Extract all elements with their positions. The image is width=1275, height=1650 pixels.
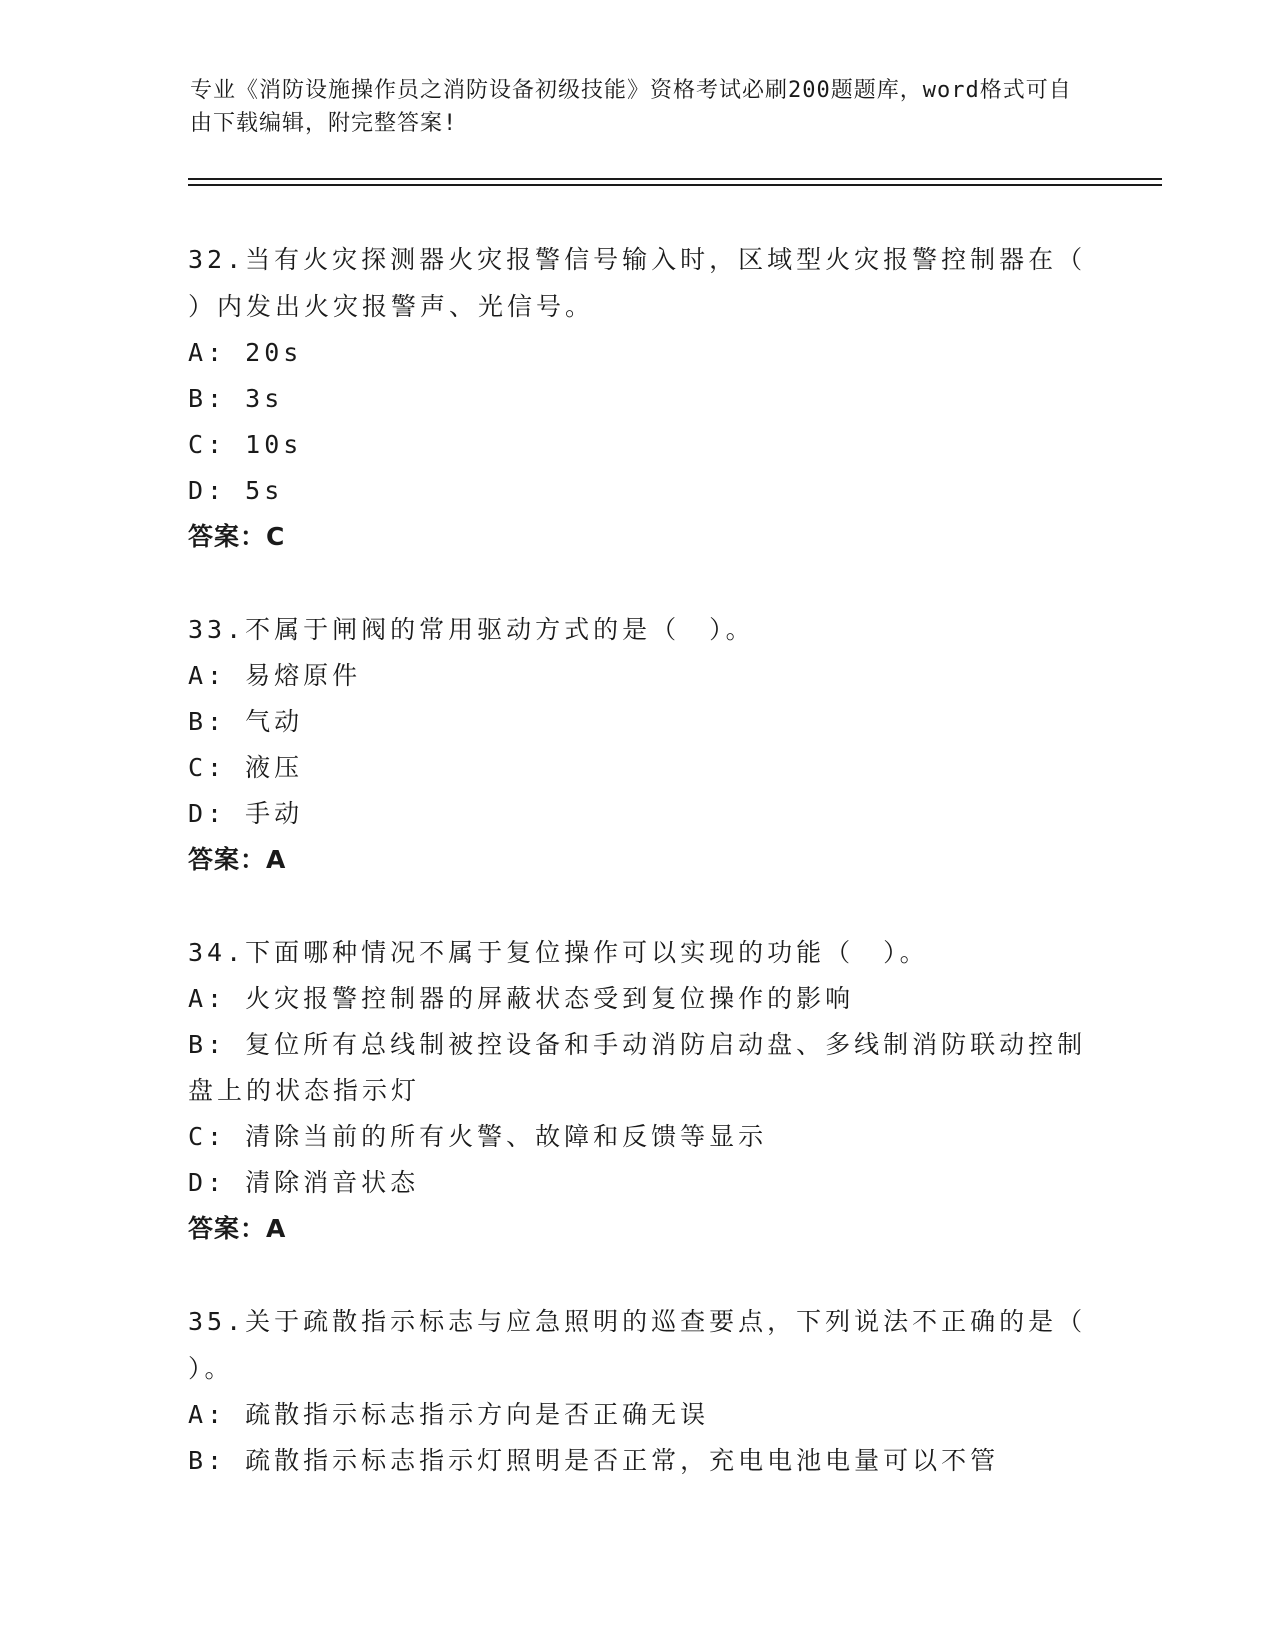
document-header: 专业《消防设施操作员之消防设备初级技能》资格考试必刷200题题库，word格式可自由下载编辑，附完整答案! <box>190 78 1072 136</box>
option-a: A: 火灾报警控制器的屏蔽状态受到复位操作的影响 <box>188 984 855 1013</box>
answer-line: 答案：A <box>188 845 287 874</box>
option-c: C: 液压 <box>188 753 304 782</box>
option-d: D: 清除消音状态 <box>188 1168 420 1197</box>
question-stem: 32.当有火灾探测器火灾报警信号输入时，区域型火灾报警控制器在（ ）内发出火灾报警声、光信号。 <box>188 245 1087 321</box>
answer-line: 答案：C <box>188 522 286 551</box>
question-stem: 34.下面哪种情况不属于复位操作可以实现的功能（ ）。 <box>188 938 929 967</box>
answer-line: 答案：A <box>188 1214 287 1243</box>
question-list <box>188 236 1088 1530</box>
option-b: B: 3s <box>188 384 284 413</box>
option-b: B: 气动 <box>188 707 304 736</box>
option-b: B: 疏散指示标志指示灯照明是否正常，充电电池电量可以不管 <box>188 1446 1000 1475</box>
option-a: A: 易熔原件 <box>188 661 362 690</box>
option-a: A: 20s <box>188 338 303 367</box>
question-34 <box>188 929 1088 1252</box>
option-d: D: 5s <box>188 476 284 505</box>
header-divider-top <box>188 178 1162 180</box>
option-c: C: 10s <box>188 430 303 459</box>
question-35 <box>188 1298 1088 1484</box>
question-32 <box>188 236 1088 560</box>
question-stem: 33.不属于闸阀的常用驱动方式的是（ ）。 <box>188 615 755 644</box>
question-stem: 35.关于疏散指示标志与应急照明的巡查要点，下列说法不正确的是（ ）。 <box>188 1307 1087 1383</box>
option-c: C: 清除当前的所有火警、故障和反馈等显示 <box>188 1122 768 1151</box>
header-divider-bottom <box>188 184 1162 186</box>
option-a: A: 疏散指示标志指示方向是否正确无误 <box>188 1400 710 1429</box>
option-b: B: 复位所有总线制被控设备和手动消防启动盘、多线制消防联动控制盘上的状态指示灯 <box>188 1030 1087 1105</box>
option-d: D: 手动 <box>188 799 304 828</box>
question-33 <box>188 606 1088 883</box>
